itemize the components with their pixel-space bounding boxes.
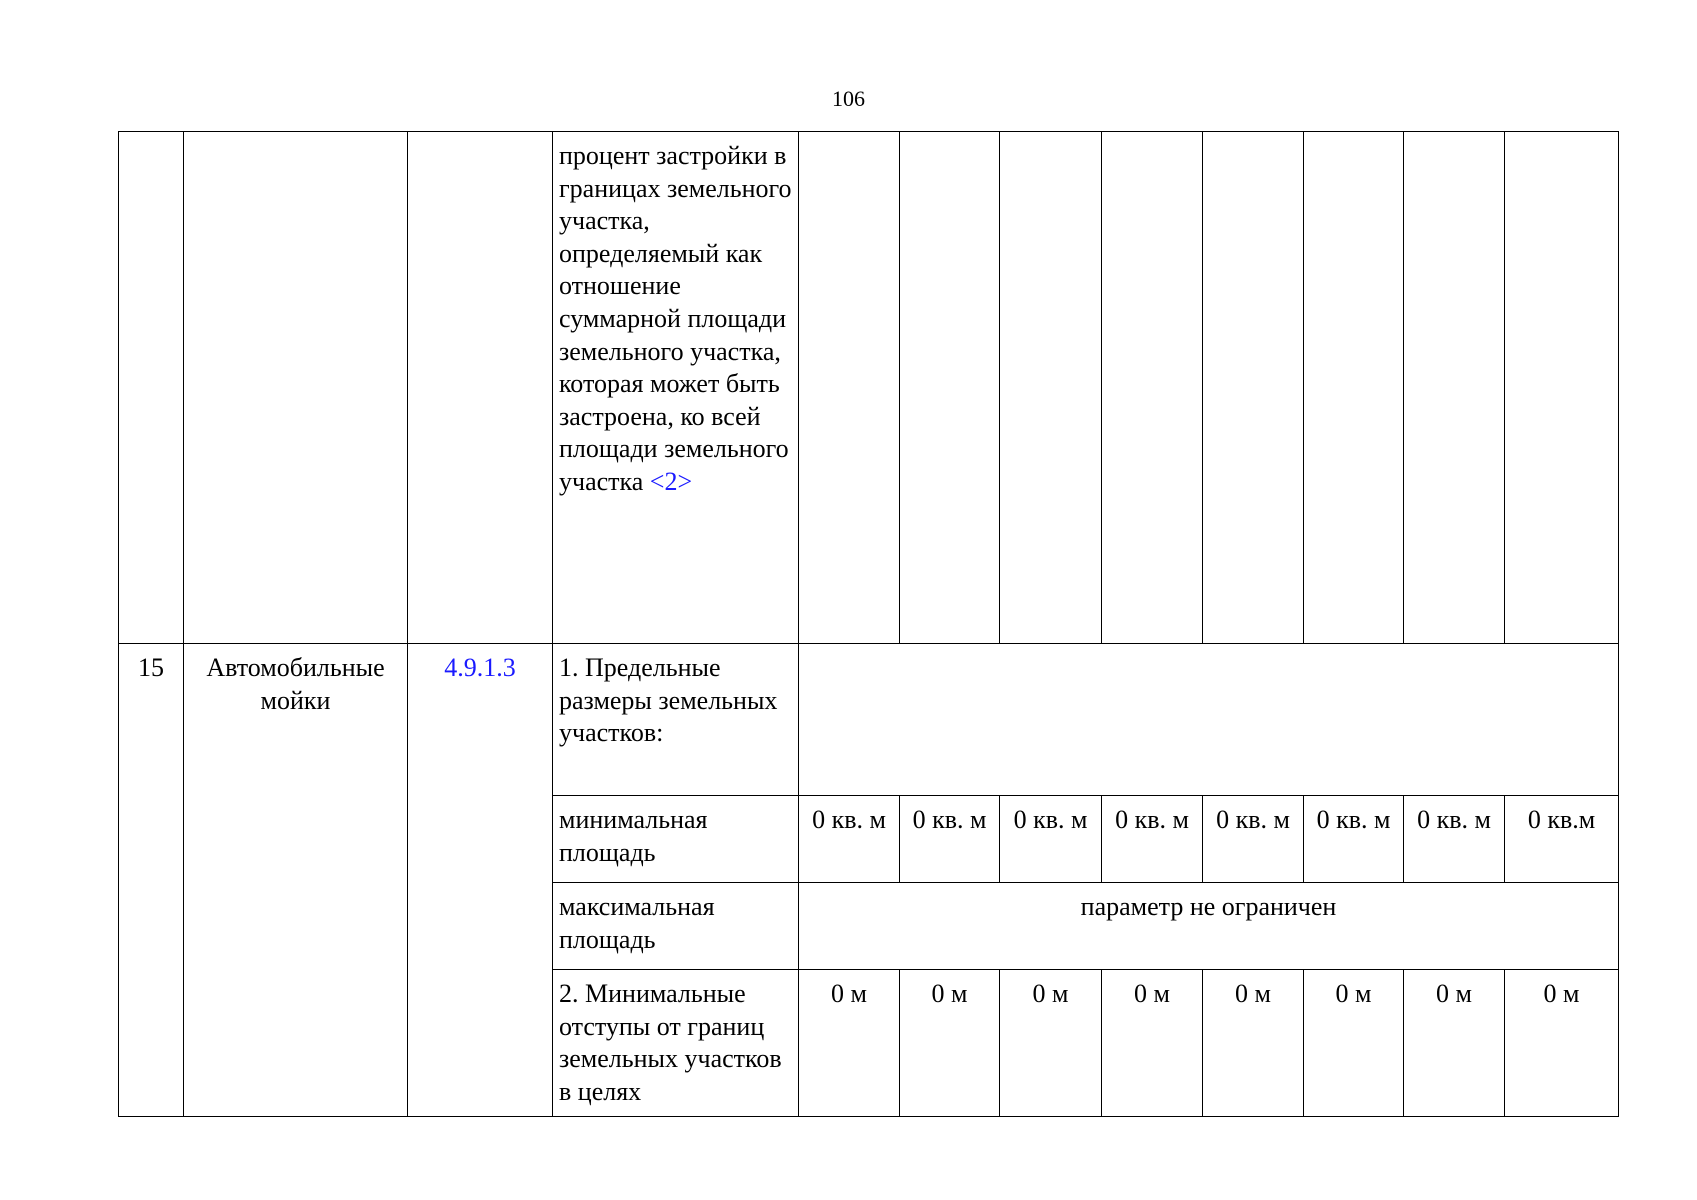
cell-setback-value: 0 м xyxy=(1102,970,1203,1117)
cell-max-area-label: максимальная площадь xyxy=(553,883,799,970)
cell-value-empty xyxy=(1102,132,1203,644)
cell-setback-value: 0 м xyxy=(1404,970,1505,1117)
footnote-link-2[interactable]: <2> xyxy=(649,466,693,496)
cell-param-plot-size: 1. Предельные размеры земельных участков: xyxy=(553,644,799,796)
cell-use-name: Автомобильные мойки xyxy=(184,644,408,1117)
cell-value-empty xyxy=(1203,132,1304,644)
cell-code-empty xyxy=(408,132,553,644)
cell-min-area-value: 0 кв. м xyxy=(1000,796,1102,883)
building-percent-text: процент застройки в границах земельного участка, определяемый как отношение суммарной площади земельного участка, которая может быть застроена, ко всей площади земельного участка xyxy=(559,141,792,496)
cell-param-building-percent xyxy=(553,132,799,644)
cell-value-empty xyxy=(1000,132,1102,644)
cell-setback-value: 0 м xyxy=(1505,970,1619,1117)
cell-name-empty xyxy=(184,132,408,644)
regulations-table xyxy=(118,131,1619,1117)
cell-setback-value: 0 м xyxy=(1203,970,1304,1117)
cell-value-empty xyxy=(1304,132,1404,644)
cell-row-number: 15 xyxy=(119,644,184,1117)
cell-min-area-value: 0 кв. м xyxy=(799,796,900,883)
cell-min-area-label: минимальная площадь xyxy=(553,796,799,883)
cell-value-empty xyxy=(1505,132,1619,644)
cell-min-area-value: 0 кв. м xyxy=(900,796,1000,883)
cell-num-empty xyxy=(119,132,184,644)
cell-value-empty xyxy=(900,132,1000,644)
cell-max-area-value: параметр не ограничен xyxy=(799,883,1619,970)
page-number: 106 xyxy=(832,86,865,111)
cell-setback-value: 0 м xyxy=(1304,970,1404,1117)
cell-merged-empty xyxy=(799,644,1619,796)
table-row-15-param1 xyxy=(119,644,1619,796)
use-code-link[interactable]: 4.9.1.3 xyxy=(444,653,516,682)
cell-setback-value: 0 м xyxy=(1000,970,1102,1117)
cell-use-code xyxy=(408,644,553,1117)
cell-param-setbacks xyxy=(553,970,799,1117)
cell-value-empty xyxy=(1404,132,1505,644)
cell-value-empty xyxy=(799,132,900,644)
cell-min-area-value: 0 кв. м xyxy=(1404,796,1505,883)
cell-setback-value: 0 м xyxy=(900,970,1000,1117)
cell-setback-value: 0 м xyxy=(799,970,900,1117)
table-row-continuation xyxy=(119,132,1619,644)
setbacks-text: 2. Минимальные отступы от границ земельных участков в целях xyxy=(559,979,782,1106)
cell-min-area-value: 0 кв.м xyxy=(1505,796,1619,883)
cell-min-area-value: 0 кв. м xyxy=(1102,796,1203,883)
cell-min-area-value: 0 кв. м xyxy=(1203,796,1304,883)
cell-min-area-value: 0 кв. м xyxy=(1304,796,1404,883)
